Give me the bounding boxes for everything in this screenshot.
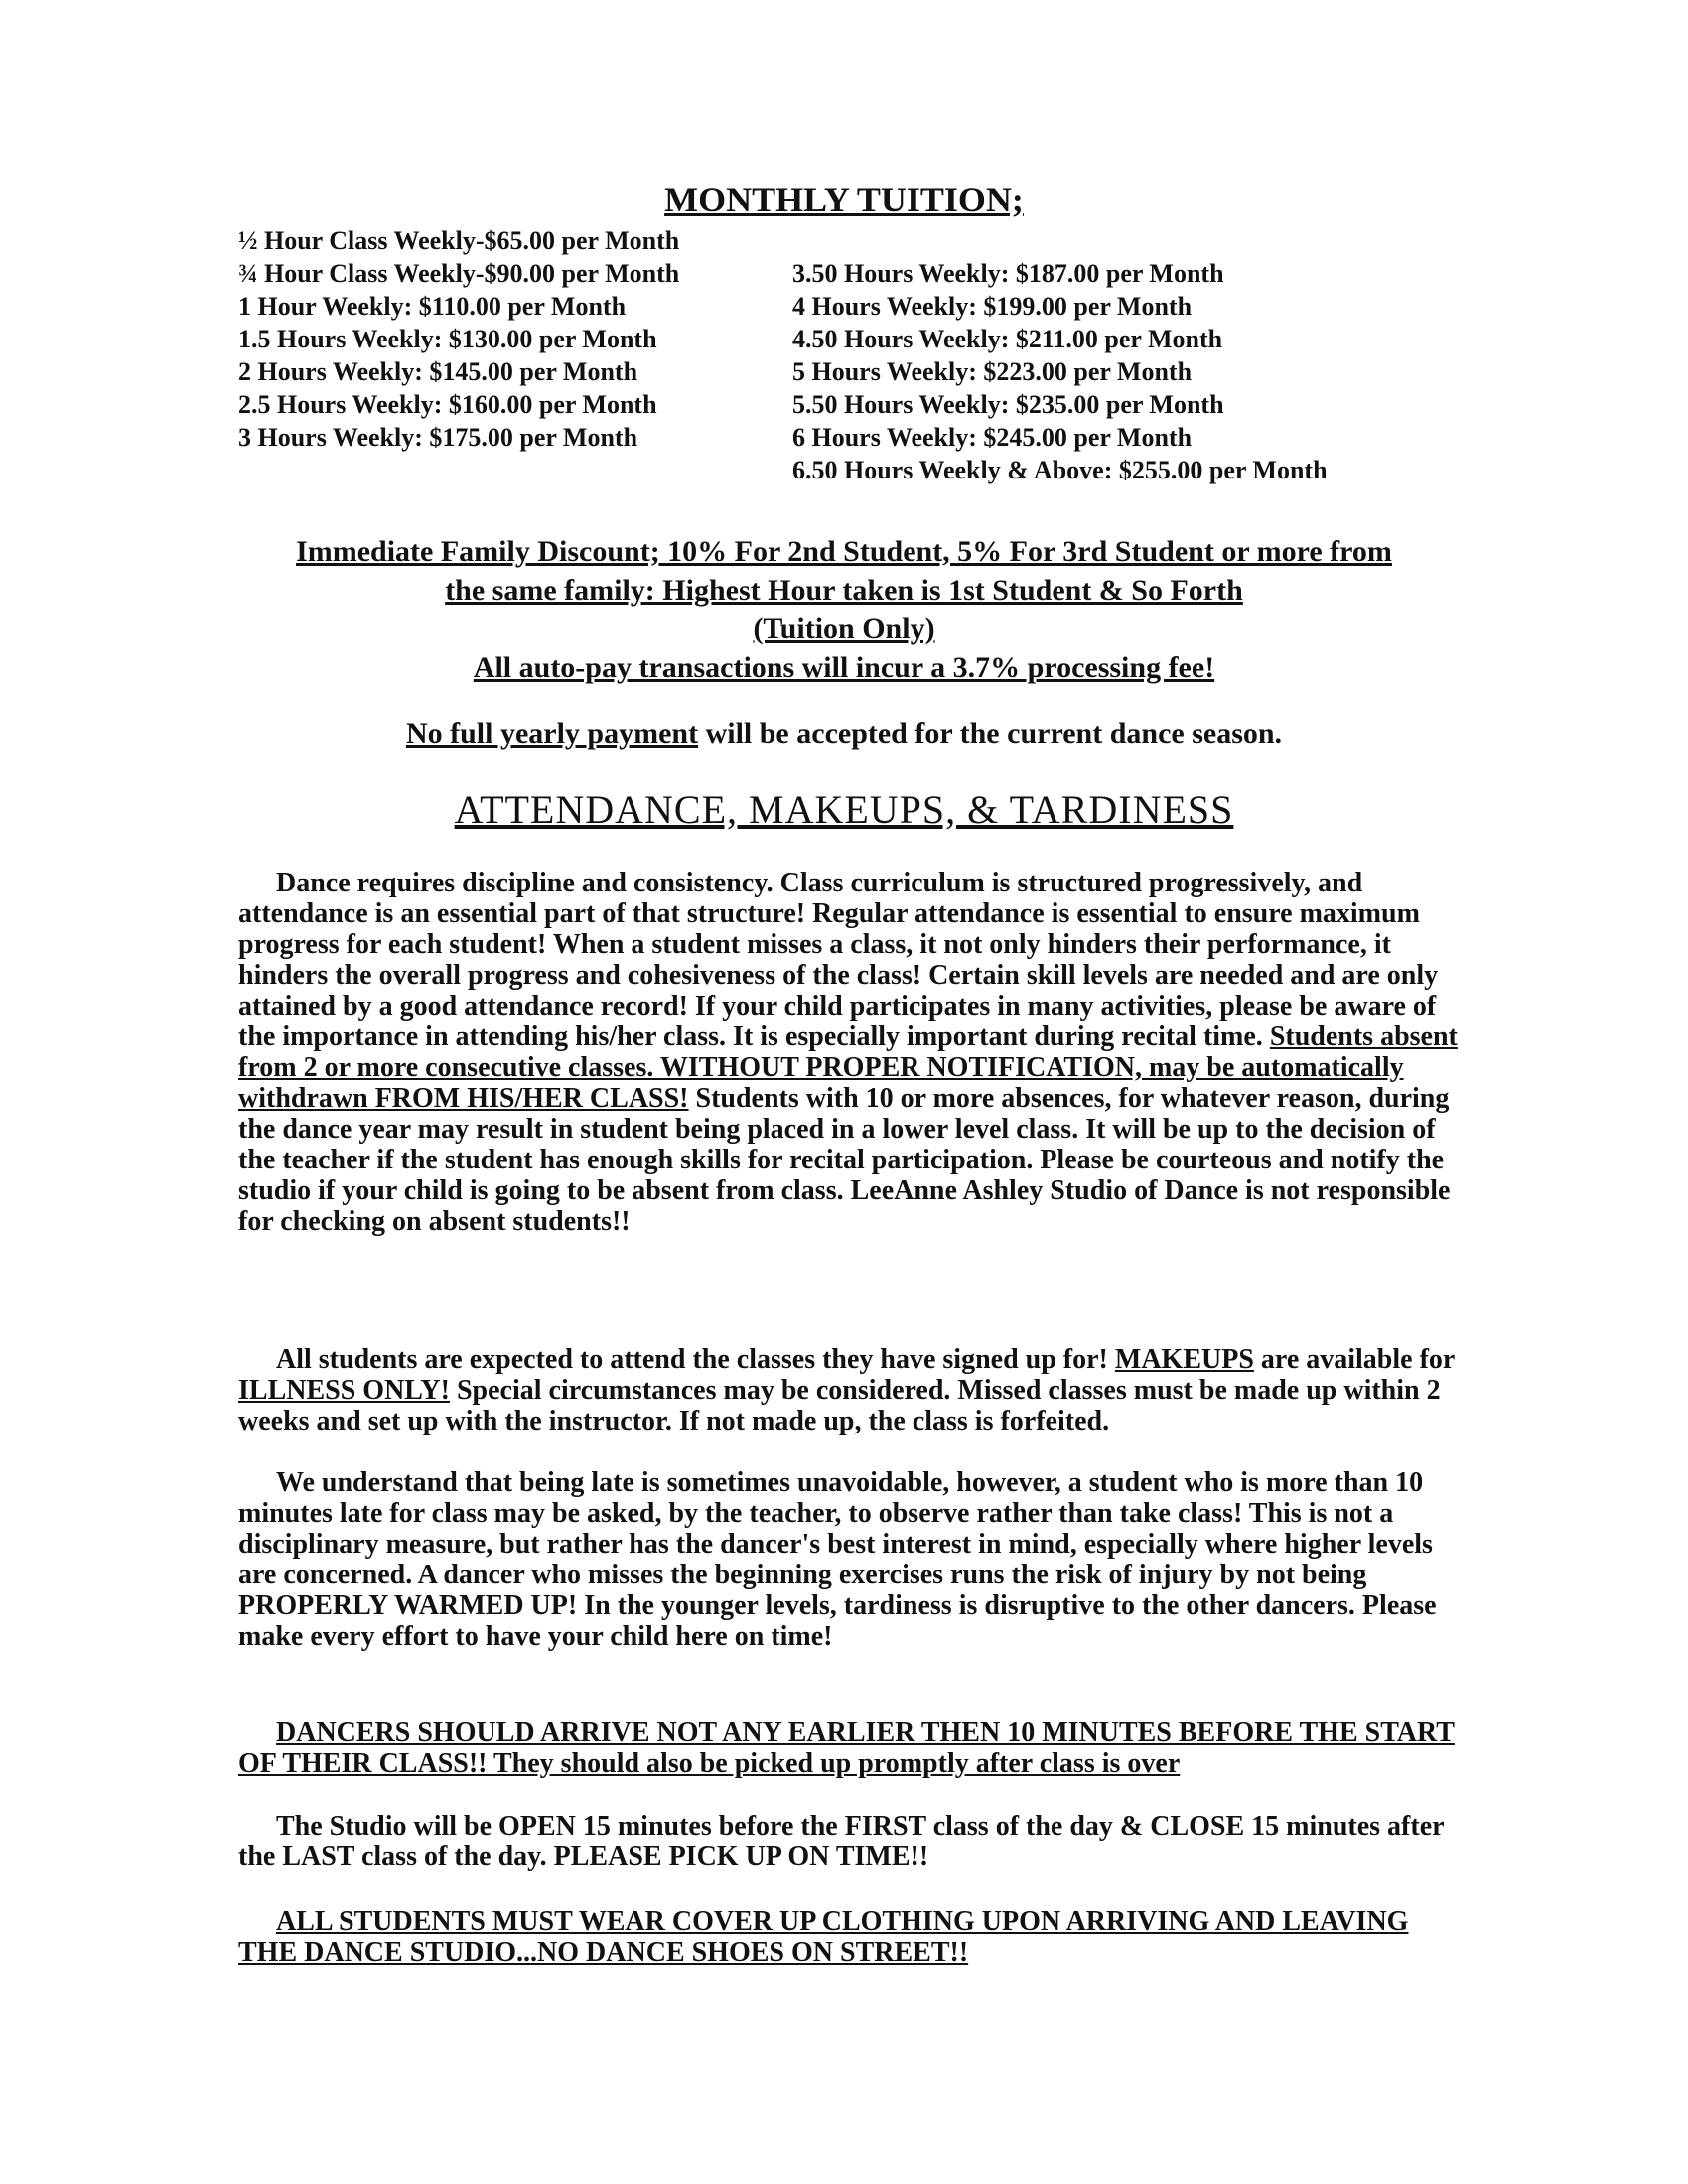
autopay-fee-line: All auto-pay transactions will incur a 3.7% processing fee! bbox=[473, 651, 1215, 684]
tuition-rate-item: ¾ Hour Class Weekly-$90.00 per Month bbox=[238, 259, 680, 288]
tuition-rate-item: 6 Hours Weekly: $245.00 per Month bbox=[792, 423, 1193, 452]
makeups-text: Special circumstances may be considered. Missed classes must be made up within 2 weeks and set up with the instructor. If not made up, the class is forfeited. bbox=[238, 1375, 1441, 1436]
tuition-rate-item: 4 Hours Weekly: $199.00 per Month bbox=[792, 292, 1193, 321]
attendance-text: Students with 10 or more absences, for whatever reason, during the dance year may result in student being placed in a lower level class. It will be up to the decision of the teacher if the student has enough skills for recital participation. Please be courteous and notify the studio if your child is going to be absent from class. LeeAnne Ashley Studio of Dance is not responsible for checking on absent students!! bbox=[238, 1083, 1451, 1237]
tuition-rate-item: 3 Hours Weekly: $175.00 per Month bbox=[238, 423, 638, 452]
discount-line: (Tuition Only) bbox=[753, 613, 935, 645]
yearly-payment-text: will be accepted for the current dance season. bbox=[698, 717, 1283, 750]
clothing-notice-text: ALL STUDENTS MUST WEAR COVER UP CLOTHING UPON ARRIVING AND LEAVING THE DANCE STUDIO...NO DANCE SHOES ON STREET!! bbox=[238, 1906, 1409, 1968]
discount-line: Immediate Family Discount; 10% For 2nd Student, 5% For 3rd Student or more from bbox=[296, 535, 1392, 568]
illness-only-emphasis: ILLNESS ONLY! bbox=[238, 1375, 450, 1406]
tuition-rate-item: 4.50 Hours Weekly: $211.00 per Month bbox=[792, 325, 1223, 353]
yearly-payment-notice bbox=[0, 717, 1688, 751]
tuition-rates-right-column bbox=[792, 257, 1328, 486]
monthly-tuition-heading: MONTHLY TUITION; bbox=[664, 180, 1024, 219]
makeups-paragraph bbox=[238, 1344, 1460, 1436]
tuition-rates-left-column bbox=[238, 224, 679, 454]
tuition-rate-item: 2 Hours Weekly: $145.00 per Month bbox=[238, 357, 638, 386]
tardiness-paragraph bbox=[238, 1467, 1460, 1652]
withdrawal-policy-text: Students absent from 2 or more consecutive classes. WITHOUT PROPER NOTIFICATION, may be automatically withdrawn FROM HIS/HER CLASS! bbox=[238, 1022, 1458, 1114]
clothing-notice bbox=[238, 1906, 1460, 1968]
makeups-emphasis: MAKEUPS bbox=[1114, 1344, 1254, 1375]
tuition-rate-item: 3.50 Hours Weekly: $187.00 per Month bbox=[792, 259, 1224, 288]
tuition-rate-item: 6.50 Hours Weekly & Above: $255.00 per Month bbox=[792, 456, 1328, 484]
studio-hours-notice bbox=[238, 1811, 1460, 1872]
makeups-text: are available for bbox=[1253, 1344, 1455, 1375]
arrival-notice-text: DANCERS SHOULD ARRIVE NOT ANY EARLIER THEN 10 MINUTES BEFORE THE START OF THEIR CLASS!! They should also be picked up promptly after class is over bbox=[238, 1717, 1455, 1779]
tuition-rate-item: 5.50 Hours Weekly: $235.00 per Month bbox=[792, 390, 1224, 419]
yearly-payment-emphasis: No full yearly payment bbox=[405, 717, 699, 750]
attendance-heading: ATTENDANCE, MAKEUPS, & TARDINESS bbox=[454, 787, 1234, 832]
arrival-notice bbox=[238, 1717, 1460, 1779]
discount-line: the same family: Highest Hour taken is 1st Student & So Forth bbox=[445, 574, 1243, 607]
tuition-rate-item: 5 Hours Weekly: $223.00 per Month bbox=[792, 357, 1193, 386]
tardiness-text: We understand that being late is sometimes unavoidable, however, a student who is more than 10 minutes late for class may be asked, by the teacher, to observe rather than take class! This is not a disciplinary measure, but rather has the dancer's best interest in mind, especially where higher levels are concerned. A dancer who misses the beginning exercises runs the risk of injury by not being PROPERLY WARMED UP! In the younger levels, tardiness is disruptive to the other dancers. Please make every effort to have your child here on time! bbox=[238, 1467, 1437, 1652]
tuition-rate-item: ½ Hour Class Weekly-$65.00 per Month bbox=[238, 226, 680, 255]
tuition-rate-item: 1 Hour Weekly: $110.00 per Month bbox=[238, 292, 627, 321]
attendance-text: Dance requires discipline and consistency. Class curriculum is structured progressively, and attendance is an essential part of that structure! Regular attendance is essential to ensure maximum progress for each student! When a student misses a class, it not only hinders their performance, it hinders the overall progress and cohesiveness of the class! Certain skill levels are needed and are only attained by a good attendance record! If your child participates in many activities, please be aware of the importance in attending his/her class. It is especially important during recital time. bbox=[238, 868, 1439, 1052]
tuition-rate-item: 2.5 Hours Weekly: $160.00 per Month bbox=[238, 390, 657, 419]
attendance-paragraph bbox=[238, 868, 1460, 1237]
tuition-rate-item: 1.5 Hours Weekly: $130.00 per Month bbox=[238, 325, 657, 353]
makeups-text: All students are expected to attend the classes they have signed up for! bbox=[276, 1344, 1115, 1375]
studio-hours-text: The Studio will be OPEN 15 minutes before the FIRST class of the day & CLOSE 15 minutes after the LAST class of the day. PLEASE PICK UP ON TIME!! bbox=[238, 1811, 1445, 1872]
family-discount-notice bbox=[0, 532, 1688, 687]
